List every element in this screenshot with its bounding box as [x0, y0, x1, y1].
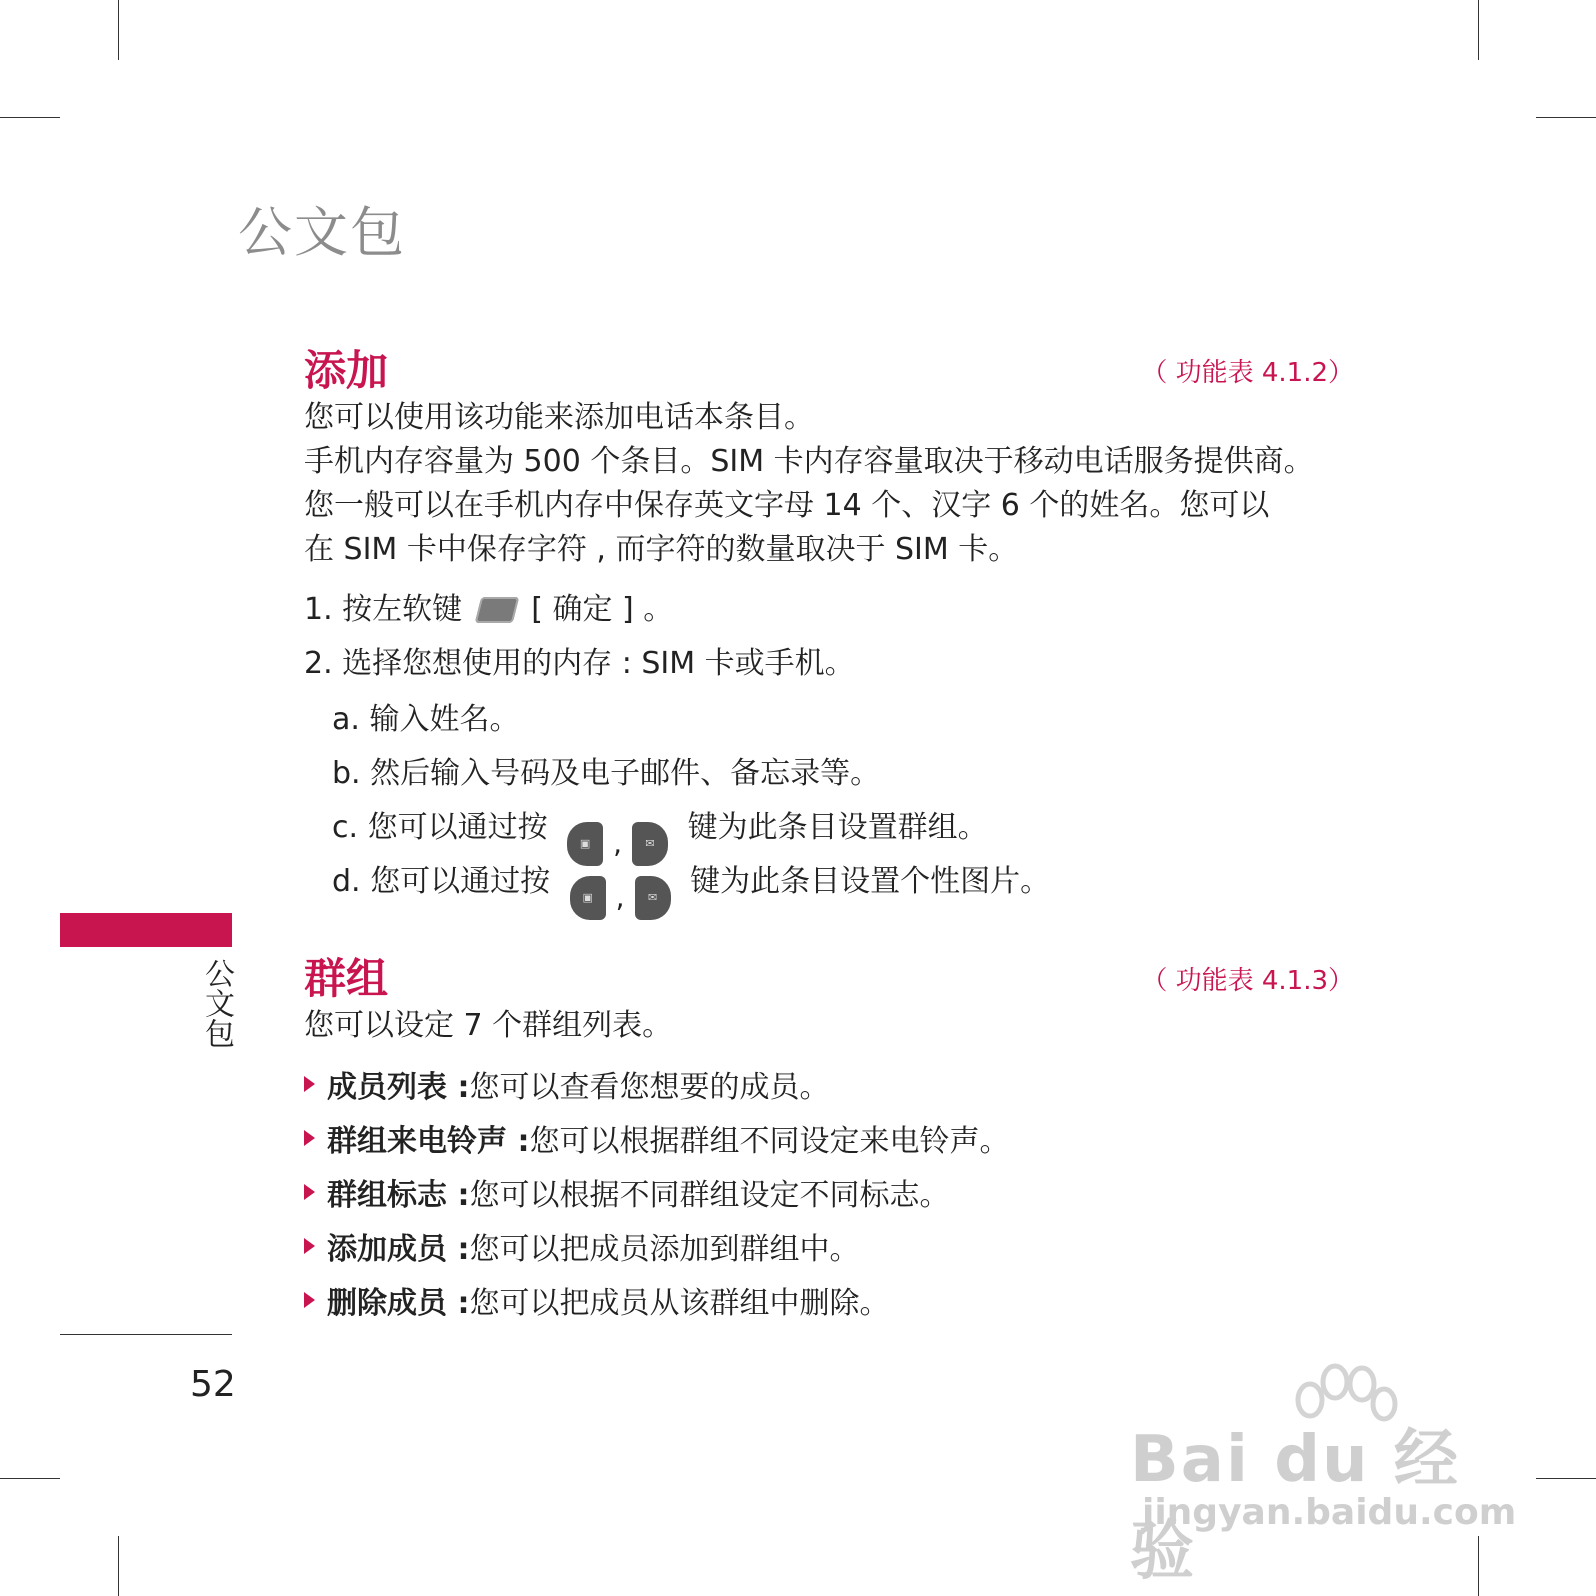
crop-mark — [0, 117, 60, 118]
chapter-tab-bar — [60, 913, 232, 947]
triangle-bullet-icon — [304, 1130, 315, 1146]
item-term: 群组来电铃声 : — [327, 1124, 530, 1159]
step-text: 1. 按左软键 — [304, 592, 463, 627]
nav-left-key-icon: ▣ — [570, 876, 606, 920]
sub-step-c — [332, 806, 988, 866]
section-title: 群组 — [304, 954, 389, 1003]
triangle-bullet-icon — [304, 1238, 315, 1254]
item-term: 群组标志 : — [327, 1178, 470, 1213]
separator: , — [615, 881, 625, 914]
step-text: [ 确定 ] 。 — [531, 592, 674, 627]
sub-step-a: a. 输入姓名。 — [332, 702, 520, 737]
item-desc: 您可以把成员添加到群组中。 — [469, 1232, 860, 1267]
chapter-title: 公文包 — [238, 201, 406, 264]
item-term: 添加成员 : — [327, 1232, 470, 1267]
list-item — [304, 1062, 829, 1106]
step-1 — [304, 588, 673, 632]
crop-mark — [1536, 117, 1596, 118]
left-soft-key-icon — [474, 597, 518, 623]
paragraph-line: 手机内存容量为 500 个条目。SIM 卡内存容量取决于移动电话服务提供商。 — [304, 444, 1314, 479]
item-desc: 您可以把成员从该群组中删除。 — [469, 1286, 890, 1321]
nav-left-key-icon: ▣ — [567, 822, 603, 866]
section-group-header — [304, 946, 1354, 1006]
crop-mark — [1478, 0, 1479, 60]
item-desc: 您可以查看您想要的成员。 — [469, 1070, 830, 1105]
sub-step-d — [332, 860, 1050, 920]
baidu-watermark — [1130, 1390, 1517, 1589]
menu-reference: （ 功能表 4.1.3） — [1141, 966, 1354, 996]
nav-right-key-icon: ✉ — [632, 822, 668, 866]
item-term: 成员列表 : — [327, 1070, 470, 1105]
chapter-tab-label: 公文包 — [199, 958, 234, 1048]
watermark-url: jingyan.baidu.com — [1142, 1492, 1517, 1533]
watermark-brand: Bai du 经验 — [1130, 1423, 1460, 1589]
item-term: 删除成员 : — [327, 1286, 470, 1321]
step-text: 键为此条目设置群组。 — [687, 810, 988, 845]
triangle-bullet-icon — [304, 1076, 315, 1092]
nav-keys — [570, 876, 671, 920]
crop-mark — [118, 0, 119, 60]
step-2: 2. 选择您想使用的内存 : SIM 卡或手机。 — [304, 646, 855, 681]
step-text: 键为此条目设置个性图片。 — [690, 864, 1051, 899]
crop-mark — [118, 1536, 119, 1596]
nav-right-key-icon: ✉ — [635, 876, 671, 920]
group-intro: 您可以设定 7 个群组列表。 — [304, 1008, 673, 1043]
sub-step-b: b. 然后输入号码及电子邮件、备忘录等。 — [332, 756, 881, 791]
separator: , — [613, 827, 623, 860]
crop-mark — [0, 1478, 60, 1479]
list-item — [304, 1278, 889, 1322]
paragraph-line: 在 SIM 卡中保存字符 , 而字符的数量取决于 SIM 卡。 — [304, 532, 1019, 567]
page-number: 52 — [190, 1364, 236, 1405]
menu-reference: （ 功能表 4.1.2） — [1141, 358, 1354, 388]
list-item — [304, 1116, 1009, 1160]
crop-mark — [1536, 1478, 1596, 1479]
section-title: 添加 — [304, 346, 389, 395]
paragraph-line: 您一般可以在手机内存中保存英文字母 14 个、汉字 6 个的姓名。您可以 — [304, 488, 1270, 523]
item-desc: 您可以根据群组不同设定来电铃声。 — [529, 1124, 1010, 1159]
triangle-bullet-icon — [304, 1184, 315, 1200]
step-text: c. 您可以通过按 — [332, 810, 548, 845]
list-item — [304, 1170, 949, 1214]
item-desc: 您可以根据不同群组设定不同标志。 — [469, 1178, 950, 1213]
step-text: d. 您可以通过按 — [332, 864, 551, 899]
footer-divider — [60, 1334, 232, 1335]
triangle-bullet-icon — [304, 1292, 315, 1308]
list-item — [304, 1224, 859, 1268]
section-add-header — [304, 338, 1354, 398]
paragraph-line: 您可以使用该功能来添加电话本条目。 — [304, 400, 814, 435]
